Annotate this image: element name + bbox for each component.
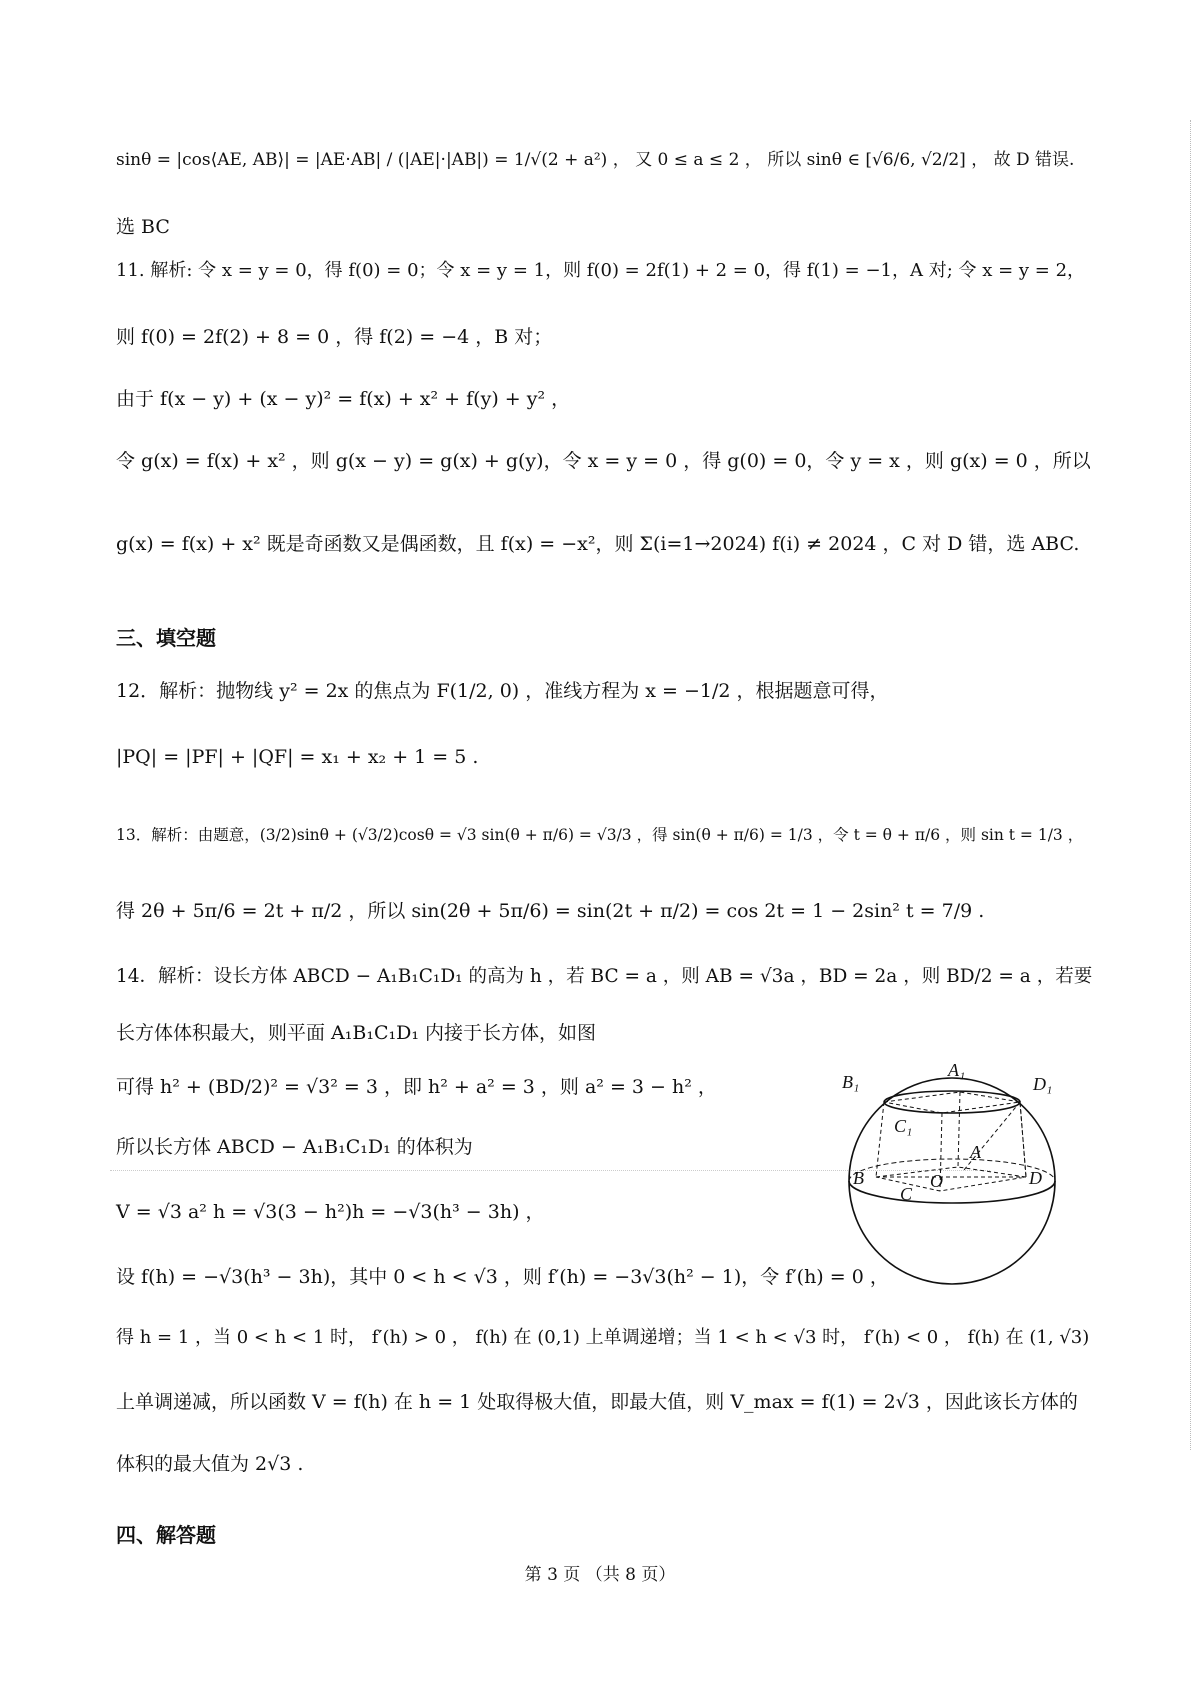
text-line: 得 h = 1 ，当 0 < h < 1 时， f′(h) > 0 ， f(h) 在 (0,1) 上单调递增；当 1 < h < √3 时， f′(h) < 0 ， f(h) 在 (1, √3) — [116, 1327, 1090, 1348]
label-D1: D₁ — [1033, 1074, 1053, 1094]
text-line: 14．解析：设长方体 ABCD − A₁B₁C₁D₁ 的高为 h ，若 BC = a ，则 AB = √3a ，BD = 2a ，则 BD/2 = a ，若要 — [116, 966, 1093, 987]
label-O: O — [930, 1171, 943, 1191]
label-D: D — [1029, 1168, 1042, 1188]
text-line: g(x) = f(x) + x² 既是奇函数又是偶函数，且 f(x) = −x²，则 Σ(i=1→2024) f(i) ≠ 2024 ，C 对 D 错，选 ABC. — [116, 533, 1080, 555]
label-A1: A₁ — [948, 1060, 966, 1080]
text-line: 得 2θ + 5π/6 = 2t + π/2 ，所以 sin(2θ + 5π/6) = sin(2t + π/2) = cos 2t = 1 − 2sin² t = 7/9 . — [116, 900, 985, 922]
text-line: 长方体体积最大，则平面 A₁B₁C₁D₁ 内接于长方体，如图 — [116, 1022, 597, 1044]
text-line: 11. 解析: 令 x = y = 0，得 f(0) = 0；令 x = y = 1，则 f(0) = 2f(1) + 2 = 0，得 f(1) = −1，A 对; 令 x = y = 2， — [116, 260, 1086, 281]
label-C1: C₁ — [894, 1116, 913, 1136]
inscribed-cuboid-sphere-figure — [828, 1050, 1076, 1285]
section-heading: 四、解答题 — [116, 1523, 216, 1547]
label-B: B — [853, 1168, 864, 1188]
text-line: sinθ = |cos⟨AE, AB⟩| = |AE·AB| / (|AE|·|AB|) = 1/√(2 + a²) ， 又 0 ≤ a ≤ 2 ， 所以 sinθ ∈ [√6/6, √2/2] ， 故 D 错误. — [116, 150, 1075, 170]
top-circle — [884, 1091, 1020, 1113]
text-line: 由于 f(x − y) + (x − y)² = f(x) + x² + f(y) + y² ， — [116, 388, 571, 410]
text-line: 体积的最大值为 2√3 . — [116, 1453, 304, 1475]
base-parallelogram — [876, 1167, 1026, 1191]
text-line: 则 f(0) = 2f(2) + 8 = 0 ，得 f(2) = −4 ，B 对； — [116, 326, 553, 348]
label-C: C — [900, 1184, 913, 1204]
section-heading: 三、填空题 — [116, 626, 216, 650]
page-margin-dotted-rule — [1190, 120, 1191, 1450]
equator-front — [849, 1181, 1055, 1203]
text-line: 所以长方体 ABCD − A₁B₁C₁D₁ 的体积为 — [116, 1136, 473, 1158]
text-line: 选 BC — [116, 216, 170, 238]
text-line: V = √3 a² h = √3(3 − h²)h = −√3(h³ − 3h) ， — [116, 1201, 545, 1223]
label-A: A — [970, 1142, 981, 1162]
text-line: 令 g(x) = f(x) + x² ，则 g(x − y) = g(x) + g(y)，令 x = y = 0 ，得 g(0) = 0，令 y = x ，则 g(x) = 0 ，所以 — [116, 450, 1091, 472]
sphere-outline — [849, 1078, 1055, 1284]
page-footer: 第 3 页 （共 8 页） — [524, 1565, 676, 1585]
text-line: 可得 h² + (BD/2)² = √3² = 3 ，即 h² + a² = 3 ，则 a² = 3 − h² ， — [116, 1076, 717, 1098]
text-line: 设 f(h) = −√3(h³ − 3h)，其中 0 < h < √3 ，则 f′(h) = −3√3(h² − 1)，令 f′(h) = 0 ， — [116, 1266, 889, 1288]
text-line: 上单调递减，所以函数 V = f(h) 在 h = 1 处取得极大值，即最大值，则 V_max = f(1) = 2√3 ，因此该长方体的 — [116, 1391, 1078, 1413]
text-line: 12．解析：抛物线 y² = 2x 的焦点为 F(1/2, 0) ，准线方程为 x = −1/2 ，根据题意可得， — [116, 680, 889, 702]
text-line: 13．解析：由题意，(3/2)sinθ + (√3/2)cosθ = √3 sin(θ + π/6) = √3/3 ，得 sin(θ + π/6) = 1/3 ，令 t = θ + π/6 ，则 sin t = 1/3 ， — [116, 826, 1084, 844]
text-line: |PQ| = |PF| + |QF| = x₁ + x₂ + 1 = 5 . — [116, 746, 479, 768]
equator-back — [849, 1159, 1055, 1181]
label-B1: B₁ — [842, 1072, 860, 1092]
